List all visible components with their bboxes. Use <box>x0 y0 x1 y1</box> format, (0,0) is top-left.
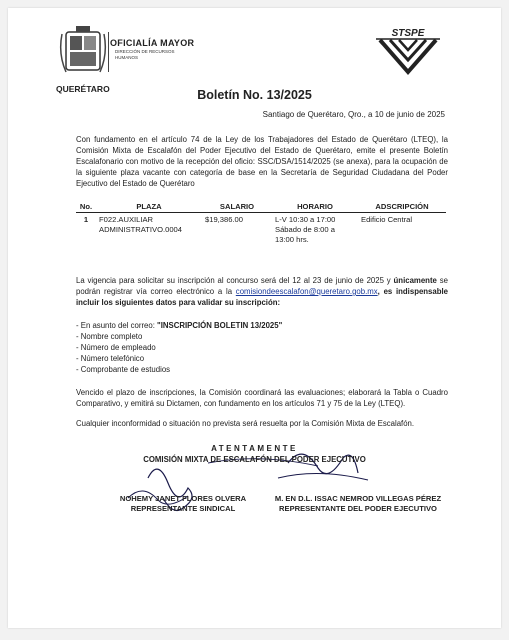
cell-horario <box>272 213 358 248</box>
col-header-adscripcion: ADSCRIPCIÓN <box>358 201 446 213</box>
cell-num: 1 <box>83 215 89 224</box>
office-title: OFICIALÍA MAYOR <box>110 38 195 48</box>
stspe-logo-text: STSPE <box>391 28 425 39</box>
list-item: - Comprobante de estudios <box>76 365 171 374</box>
closing-commission: COMISIÓN MIXTA DE ESCALAFÓN DEL PODER EJECUTIVO <box>143 455 366 464</box>
closing-atentamente: ATENTAMENTE <box>211 444 298 453</box>
horario-line2: Sábado de 8:00 a 13:00 hrs. <box>275 225 335 244</box>
logo-divider <box>108 32 109 72</box>
cell-plaza: F022.AUXILIAR ADMINISTRATIVO.0004 <box>99 215 182 234</box>
email-link[interactable]: comisiondeescalafon@queretaro.gob.mx <box>235 287 378 296</box>
oficialia-mayor-logo <box>58 24 198 94</box>
stspe-logo <box>368 26 448 76</box>
list-item: - Número de empleado <box>76 343 156 352</box>
subject-bold: "INSCRIPCIÓN BOLETIN 13/2025" <box>157 321 283 330</box>
evaluation-paragraph: Vencido el plazo de inscripciones, la Comisión coordinará las evaluaciones; elaborará la Tabla o Cuadro Comparativo, y emitirá su Dictamen, con fundamento en los artículos 71 y 75 de la Ley (LTEQ). <box>76 388 448 408</box>
signatory-left-role: REPRESENTANTE SINDICAL <box>130 504 236 513</box>
list-item: - Número telefónico <box>76 354 145 363</box>
queretaro-crest-icon <box>58 24 108 84</box>
list-item <box>76 320 282 331</box>
signatory-left <box>103 494 263 514</box>
col-header-salario: SALARIO <box>202 201 272 213</box>
document-page <box>8 8 501 628</box>
cell-salario: $19,386.00 <box>205 215 244 224</box>
registration-paragraph <box>76 275 448 308</box>
reg-text-2: se podrán registrar vía correo electrónico a la <box>76 276 448 296</box>
col-header-horario: HORARIO <box>272 201 358 213</box>
horario-line1: L-V 10:30 a 17:00 <box>275 215 336 224</box>
requirements-list <box>76 320 282 375</box>
table-row <box>76 213 446 248</box>
bulletin-title: Boletín No. 13/2025 <box>197 88 312 102</box>
nonconformity-paragraph: Cualquier inconformidad o situación no prevista será resuelta por la Comisión Mixta de Escalafón. <box>76 419 415 428</box>
reg-bold-requirements: , es indispensable incluir los siguientes datos para validar su inscripción: <box>76 287 448 307</box>
vacancy-table <box>76 201 446 247</box>
signatory-right-name: M. EN D.L. ISSAC NEMROD VILLEGAS PÉREZ <box>274 494 442 503</box>
office-subtitle: DIRECCIÓN DE RECURSOS HUMANOS <box>115 49 175 60</box>
intro-paragraph: Con fundamento en el artículo 74 de la Ley de los Trabajadores del Estado de Querétaro (LTEQ), la Comisión Mixta de Escalafón del Poder Ejecutivo del Estado de Querétaro, emite el presente Boletín Escalafonario con motivo de la recepción del oficio: SSC/DSA/1514/2025 (se anexa), para la ocupación de la siguiente plaza vacante con categoría de base en la Secretaría de Seguridad Ciudadana del Poder Ejecutivo del Estado de Querétaro <box>76 135 448 188</box>
table-header-row <box>76 201 446 213</box>
signatory-left-name: NOHEMY JANET FLORES OLVERA <box>119 494 247 503</box>
list-item: - Nombre completo <box>76 332 143 341</box>
reg-bold-unicamente: únicamente <box>393 276 437 285</box>
cell-adscripcion: Edificio Central <box>361 215 413 224</box>
signatory-right <box>258 494 458 514</box>
state-name: QUERÉTARO <box>56 84 110 94</box>
place-date: Santiago de Querétaro, Qro., a 10 de junio de 2025 <box>262 110 445 119</box>
reg-text-1: La vigencia para solicitar su inscripción al concurso será del 12 al 23 de junio de 2025 y <box>76 276 394 285</box>
subject-prefix: - En asunto del correo: <box>76 321 158 330</box>
col-header-no: No. <box>76 201 96 213</box>
signatory-right-role: REPRESENTANTE DEL PODER EJECUTIVO <box>279 504 437 513</box>
col-header-plaza: PLAZA <box>96 201 202 213</box>
